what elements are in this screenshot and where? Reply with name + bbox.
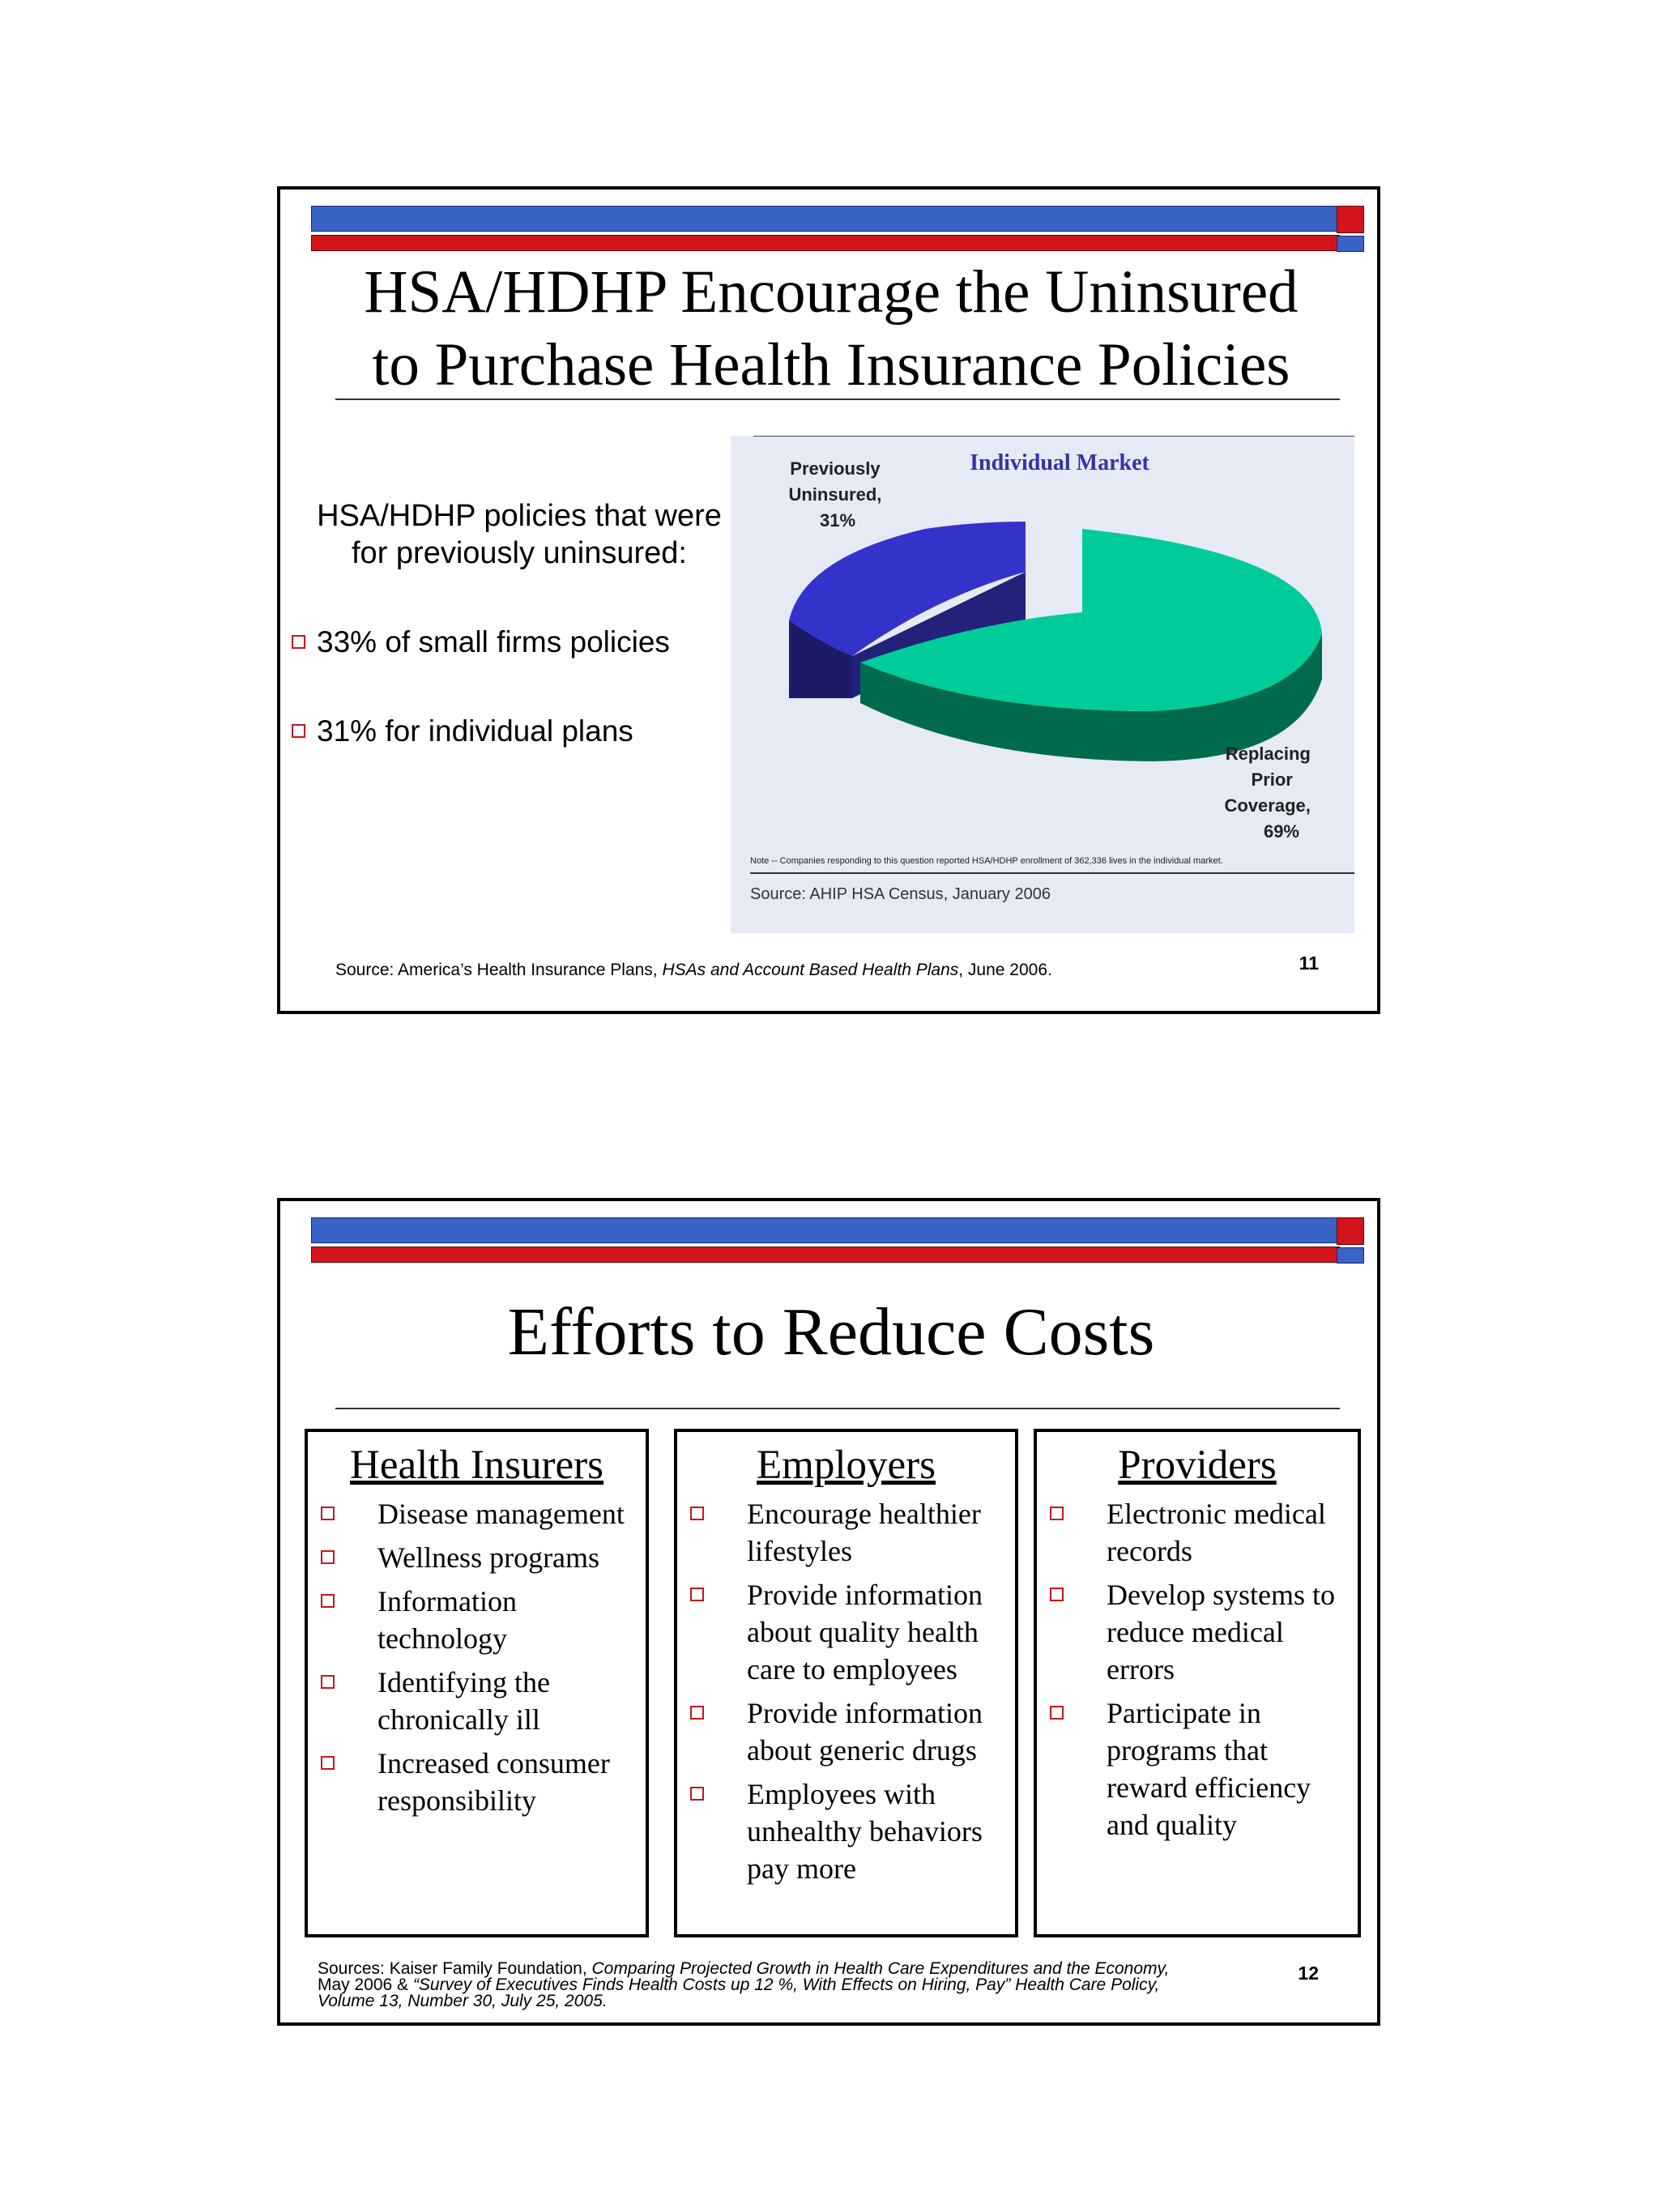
intro-line-1: HSA/HDHP policies that were — [317, 499, 722, 533]
checkbox-bullet-icon — [690, 1507, 704, 1520]
list-item: Identifying the chronically ill — [308, 1664, 646, 1738]
source-title: “Survey of Executives Finds Health Costs up 12 %, With Effects on Hiring, Pay” Health Care Policy, — [412, 1975, 1160, 1994]
corner-square-red — [1337, 1217, 1364, 1245]
source-text: Sources: Kaiser Family Foundation, — [318, 1959, 592, 1978]
column-heading: Employers — [757, 1443, 936, 1488]
column-heading: Health Insurers — [350, 1443, 603, 1488]
slide-12 — [277, 1198, 1380, 2026]
checkbox-bullet-icon — [321, 1675, 335, 1689]
intro-text — [288, 497, 750, 572]
checkbox-bullet-icon — [321, 1507, 335, 1520]
slide-title — [313, 256, 1350, 402]
bullet-text: 33% of small firms policies — [317, 625, 670, 658]
list-item: Electronic medical records — [1037, 1495, 1358, 1570]
page-number: 12 — [1298, 1963, 1319, 1984]
checkbox-bullet-icon — [321, 1550, 335, 1564]
header-bar-red — [311, 235, 1340, 251]
bullet-text: 31% for individual plans — [317, 714, 633, 748]
checkbox-bullet-icon — [690, 1787, 704, 1801]
slide-11 — [277, 186, 1380, 1014]
bullet-item — [292, 625, 670, 659]
list-item: Develop systems to reduce medical errors — [1037, 1576, 1358, 1688]
list-item: Disease management — [308, 1495, 646, 1532]
header-bar-blue — [311, 206, 1340, 232]
header-bar-red — [311, 1247, 1340, 1263]
checkbox-bullet-icon — [1050, 1507, 1064, 1520]
corner-square-red — [1337, 206, 1364, 233]
list-item: Increased consumer responsibility — [308, 1745, 646, 1819]
checkbox-bullet-icon — [690, 1588, 704, 1601]
checkbox-bullet-icon — [292, 635, 305, 649]
source-citation — [335, 961, 1052, 980]
title-rule — [335, 399, 1340, 400]
slide-title: Efforts to Reduce Costs — [507, 1294, 1155, 1370]
pie-chart-panel — [731, 436, 1354, 933]
checkbox-bullet-icon — [292, 724, 305, 738]
chart-note: Note -- Companies responding to this question reported HSA/HDHP enrollment of 362,336 lives in the individual market. — [750, 856, 1223, 866]
chart-title: Individual Market — [970, 450, 1149, 475]
title-line-1: HSA/HDHP Encourage the Uninsured — [364, 258, 1299, 326]
source-title: Volume 13, Number 30, July 25, 2005. — [318, 1992, 608, 2010]
corner-square-blue — [1337, 236, 1364, 252]
page-number: 11 — [1299, 953, 1319, 974]
source-date: , June 2006. — [958, 961, 1052, 979]
source-text: May 2006 & — [318, 1975, 413, 1994]
source-text: Source: America’s Health Insurance Plans, — [335, 961, 663, 979]
column-employers — [674, 1429, 1018, 1937]
title-rule — [335, 1408, 1340, 1409]
source-title: HSAs and Account Based Health Plans — [662, 961, 959, 979]
title-line-2: to Purchase Health Insurance Policies — [372, 331, 1290, 399]
pie-chart — [731, 436, 1354, 933]
checkbox-bullet-icon — [321, 1594, 335, 1608]
chart-source: Source: AHIP HSA Census, January 2006 — [750, 885, 1051, 903]
corner-square-blue — [1337, 1247, 1364, 1264]
list-item: Participate in programs that reward efficiency and quality — [1037, 1694, 1358, 1843]
column-providers — [1034, 1429, 1361, 1937]
list-item: Wellness programs — [308, 1539, 646, 1576]
checkbox-bullet-icon — [1050, 1706, 1064, 1720]
bullet-item — [292, 714, 633, 748]
checkbox-bullet-icon — [321, 1756, 335, 1770]
source-citation — [318, 1961, 1249, 2010]
checkbox-bullet-icon — [690, 1706, 704, 1720]
intro-line-2: for previously uninsured: — [352, 536, 687, 570]
column-heading: Providers — [1118, 1443, 1277, 1488]
checkbox-bullet-icon — [1050, 1588, 1064, 1601]
list-item: Employees with unhealthy behaviors pay more — [677, 1775, 1015, 1887]
source-title: Comparing Projected Growth in Health Care Expenditures and the Economy, — [591, 1959, 1170, 1978]
header-bar-blue — [311, 1217, 1340, 1243]
list-item: Provide information about quality health care to employees — [677, 1576, 1015, 1688]
column-health-insurers — [305, 1429, 649, 1937]
list-item: Encourage healthier lifestyles — [677, 1495, 1015, 1570]
slice-label-uninsured: Previously Uninsured, 31% — [788, 458, 882, 531]
slice-label-replacing: Replacing Prior Coverage, 69% — [1224, 744, 1311, 842]
list-item: Provide information about generic drugs — [677, 1694, 1015, 1769]
list-item: Information technology — [308, 1583, 646, 1657]
